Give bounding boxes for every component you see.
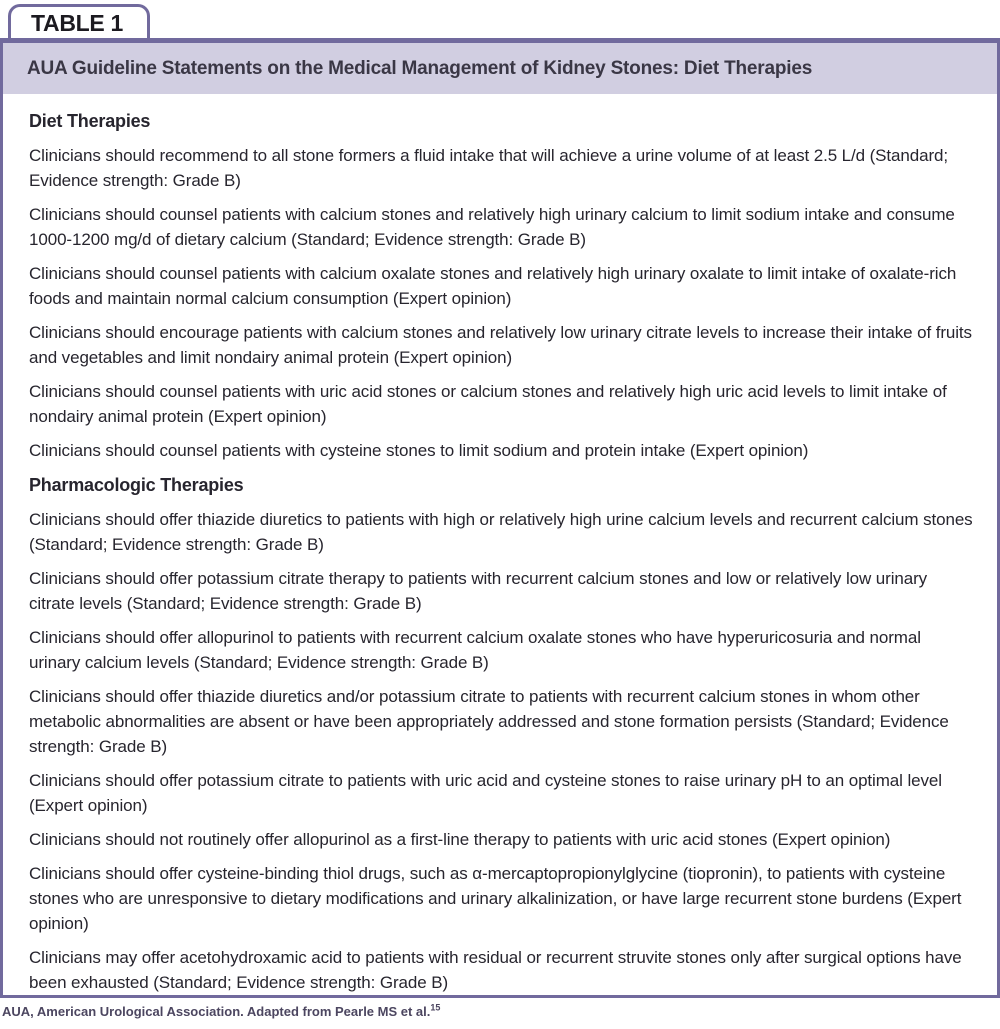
table-title: AUA Guideline Statements on the Medical Management of Kidney Stones: Diet Therapies [3,43,997,94]
guideline-statement: Clinicians should counsel patients with calcium stones and relatively high urinary calcium to limit sodium intake and consume 1000-1200 mg/d of dietary calcium (Standard; Evidence strength: Grade B) [29,205,955,249]
guideline-statement: Clinicians should offer potassium citrate therapy to patients with recurrent calcium stones and low or relatively low urinary citrate levels (Standard; Evidence strength: Grade B) [29,569,928,613]
guideline-statement: Clinicians should offer thiazide diuretics to patients with high or relatively high urine calcium levels and recurrent calcium stones (Standard; Evidence strength: Grade B) [29,510,973,554]
table-number-tab [8,4,150,38]
guideline-statement: Clinicians should offer allopurinol to patients with recurrent calcium oxalate stones who have hyperuricosuria and normal urinary calcium levels (Standard; Evidence strength: Grade B) [29,628,921,672]
footnote-text: AUA, American Urological Association. Adapted from Pearle MS et al. [2,1004,431,1019]
guideline-statement: Clinicians should offer potassium citrate to patients with uric acid and cysteine stones to raise urinary pH to an optimal level (Expert opinion) [29,771,942,815]
guideline-statement: Clinicians should counsel patients with calcium oxalate stones and relatively high urinary oxalate to limit intake of oxalate-rich foods and maintain normal calcium consumption (Expert opinion) [29,264,957,308]
table-footnote [2,1004,998,1019]
table-body [3,94,997,998]
guideline-table [0,38,1000,998]
guideline-statement: Clinicians should offer cysteine-binding thiol drugs, such as α-mercaptopropionylglycine (tiopronin), to patients with cysteine stones who are unresponsive to dietary modifications and urinary alkalinization, or have large recurrent stone burdens (Expert opinion) [29,864,962,933]
guideline-statement: Clinicians should counsel patients with cysteine stones to limit sodium and protein intake (Expert opinion) [29,441,809,460]
guideline-statement: Clinicians should encourage patients with calcium stones and relatively low urinary citrate levels to increase their intake of fruits and vegetables and limit nondairy animal protein (Expert opinion) [29,323,972,367]
guideline-statement: Clinicians may offer acetohydroxamic acid to patients with residual or recurrent struvite stones only after surgical options have been exhausted (Standard; Evidence strength: Grade B) [29,948,962,992]
guideline-statement: Clinicians should recommend to all stone formers a fluid intake that will achieve a urine volume of at least 2.5 L/d (Standard; Evidence strength: Grade B) [29,146,949,190]
section-heading: Diet Therapies [29,111,151,131]
section-heading: Pharmacologic Therapies [29,475,244,495]
guideline-statement: Clinicians should offer thiazide diuretics and/or potassium citrate to patients with recurrent calcium stones in whom other metabolic abnormalities are absent or have been appropriately addressed and stone formation persists (Standard; Evidence strength: Grade B) [29,687,949,756]
guideline-statement: Clinicians should counsel patients with uric acid stones or calcium stones and relatively high uric acid levels to limit intake of nondairy animal protein (Expert opinion) [29,382,947,426]
table-number-label: TABLE 1 [31,10,124,36]
guideline-statement: Clinicians should not routinely offer allopurinol as a first-line therapy to patients with uric acid stones (Expert opinion) [29,830,891,849]
footnote-reference-number: 15 [430,1002,441,1013]
